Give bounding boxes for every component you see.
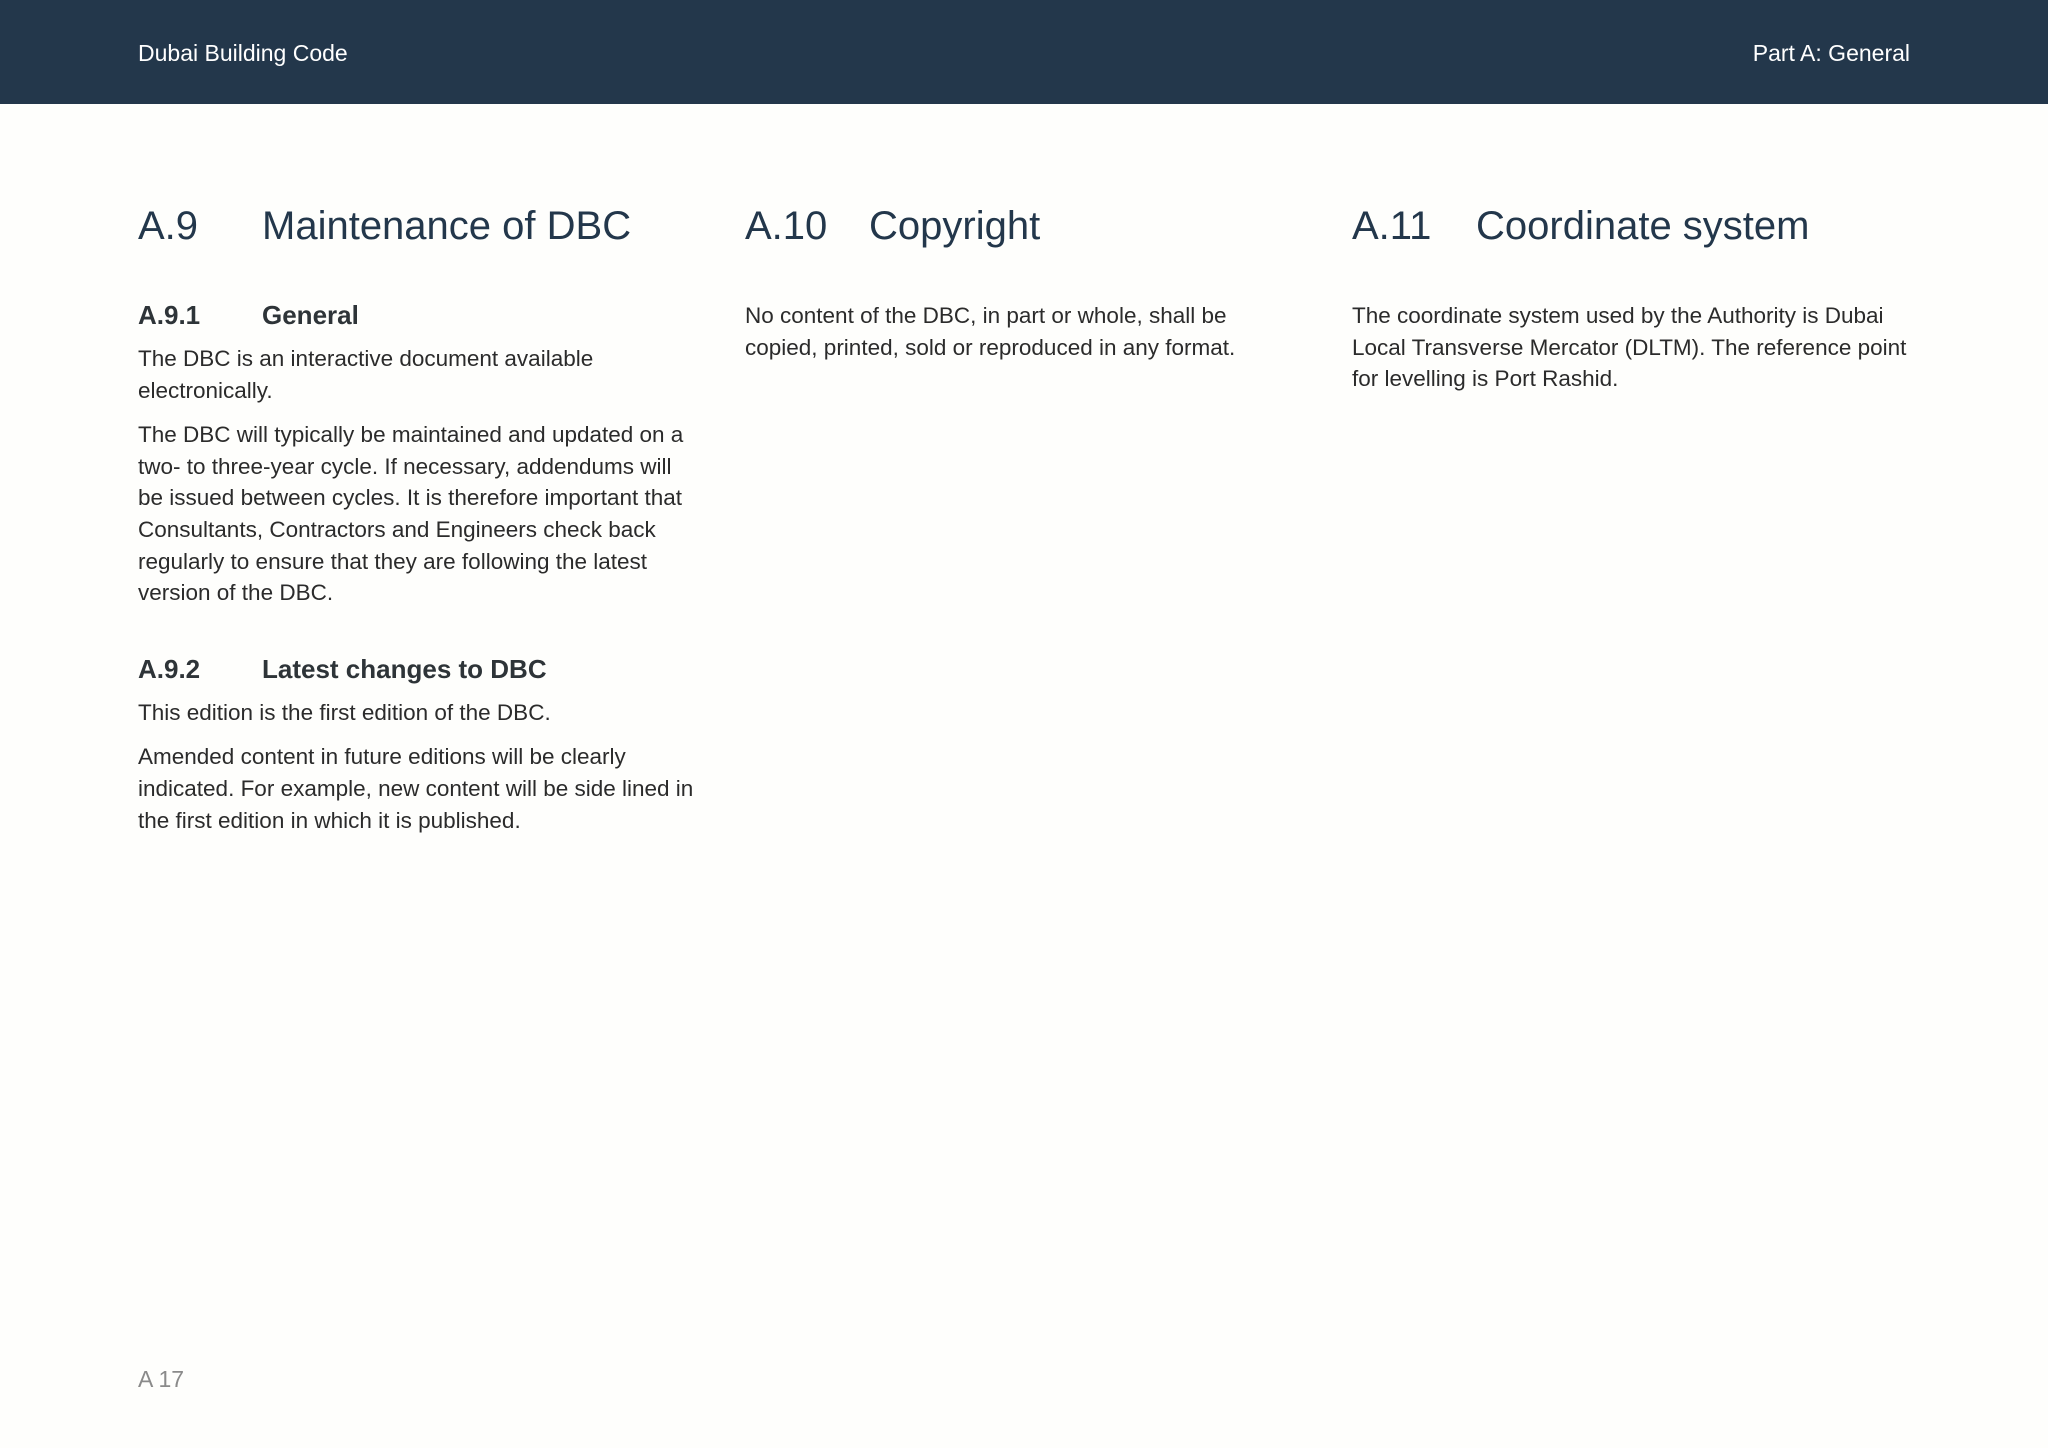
section-title: Coordinate system — [1476, 204, 1810, 248]
section-a11 — [1352, 200, 1912, 395]
section-number: A.11 — [1352, 204, 1432, 248]
subsection-number: A.9.1 — [138, 300, 201, 330]
section-title: Copyright — [869, 204, 1041, 248]
part-title: Part A: General — [1752, 40, 1910, 66]
section-number: A.10 — [745, 204, 828, 248]
subsection-title: General — [262, 300, 359, 330]
section-heading — [138, 200, 698, 252]
subsection-heading — [138, 298, 698, 332]
paragraph: The coordinate system used by the Authority is Dubai Local Transverse Mercator (DLTM). The reference point for levelling is Port Rashid. — [1352, 303, 1907, 392]
page-header-bar — [0, 0, 2048, 104]
subsection-number: A.9.2 — [138, 653, 201, 684]
document-title: Dubai Building Code — [138, 40, 348, 66]
subsection-title: Latest changes to DBC — [262, 653, 547, 684]
section-a9 — [138, 200, 698, 836]
section-heading — [1352, 200, 1912, 252]
paragraph: The DBC is an interactive document available electronically. — [138, 346, 594, 403]
section-a10 — [745, 200, 1305, 363]
paragraph: No content of the DBC, in part or whole, shall be copied, printed, sold or reproduced in any format. — [745, 303, 1236, 360]
subsection-heading — [138, 652, 698, 686]
section-title: Maintenance of DBC — [262, 204, 632, 248]
page-number: A 17 — [138, 1366, 185, 1392]
paragraph: Amended content in future editions will be clearly indicated. For example, new content will be side lined in the first edition in which it is published. — [138, 744, 694, 833]
paragraph: This edition is the first edition of the DBC. — [138, 699, 551, 725]
section-number: A.9 — [138, 204, 199, 248]
section-heading — [745, 200, 1305, 252]
paragraph: The DBC will typically be maintained and updated on a two- to three-year cycle. If necessary, addendums will be issued between cycles. It is therefore important that Consultants, Contractors and Engineers check back regularly to ensure that they are following the latest version of the DBC. — [138, 422, 684, 606]
